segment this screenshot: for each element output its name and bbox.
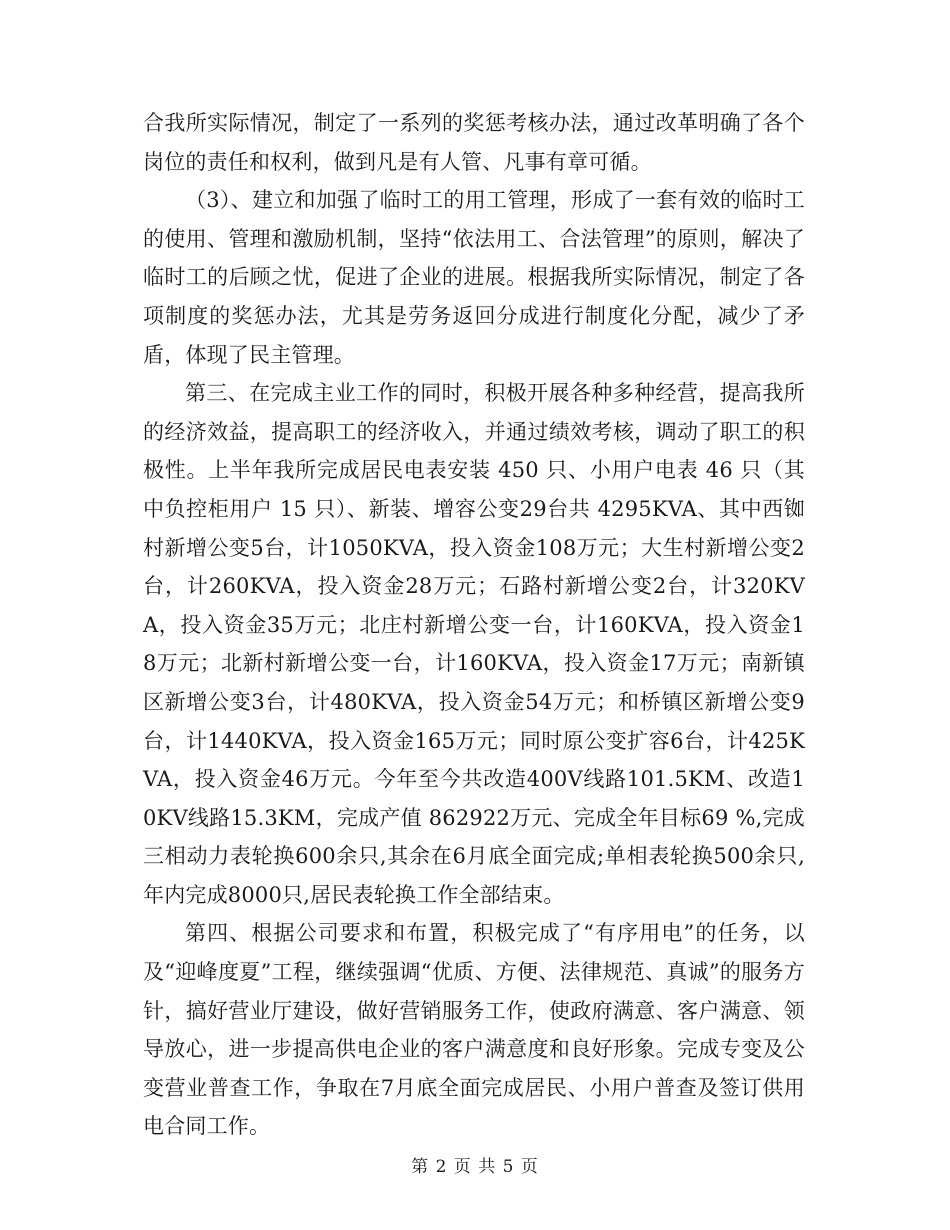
paragraph-third-diversified-business: 第三、在完成主业工作的同时，积极开展各种多种经营，提高我所的经济效益，提高职工的经济收入，并通过绩效考核，调动了职工的积极性。上半年我所完成居民电表安装 450 只、小用户电表 46 只（其中负控柜用户 15 只）、新装、增容公变29台共 4295KVA、其中西铷村新增公变5台，计1050KVA，投入资金108万元；大生村新增公变2台，计260KVA，投入资金28万元；石路村新增公变2台，计320KVA，投入资金35万元；北庄村新增公变一台，计160KVA，投入资金18万元；北新村新增公变一台，计160KVA，投入资金17万元；南新镇区新增公变3台，计480KVA，投入资金54万元；和桥镇区新增公变9台，计1440KVA，投入资金165万元；同时原公变扩容6台，计425KVA，投入资金46万元。今年至今共改造400V线路101.5KM、改造10KV线路15.3KM，完成产值 862922万元、完成全年目标69 %,完成三相动力表轮换600余只,其余在6月底全面完成;单相表轮换500余只,年内完成8000只,居民表轮换工作全部结束。 <box>143 381 805 907</box>
paragraph-temp-worker-management: （3）、建立和加强了临时工的用工管理，形成了一套有效的临时工的使用、管理和激励机制，坚持“依法用工、合法管理”的原则，解决了临时工的后顾之忧，促进了企业的进展。根据我所实际情况，制定了各项制度的奖惩办法，尤其是劳务返回分成进行制度化分配，减少了矛盾，体现了民主管理。 <box>143 188 805 367</box>
paragraph-continuation: 合我所实际情况，制定了一系列的奖惩考核办法，通过改革明确了各个岗位的责任和权利，做到凡是有人管、凡事有章可循。 <box>143 111 805 174</box>
body-text <box>143 104 805 1146</box>
paragraph-fourth-orderly-power-use: 第四、根据公司要求和布置，积极完成了“有序用电”的任务，以及“迎峰度夏”工程，继续强调“优质、方便、法律规范、真诚”的服务方针，搞好营业厅建设，做好营销服务工作，使政府满意、客户满意、领导放心，进一步提高供电企业的客户满意度和良好形象。完成专变及公变营业普查工作，争取在7月底全面完成居民、小用户普查及签订供用电合同工作。 <box>143 921 805 1139</box>
page-number-footer: 第 2 页 共 5 页 <box>411 1157 539 1177</box>
